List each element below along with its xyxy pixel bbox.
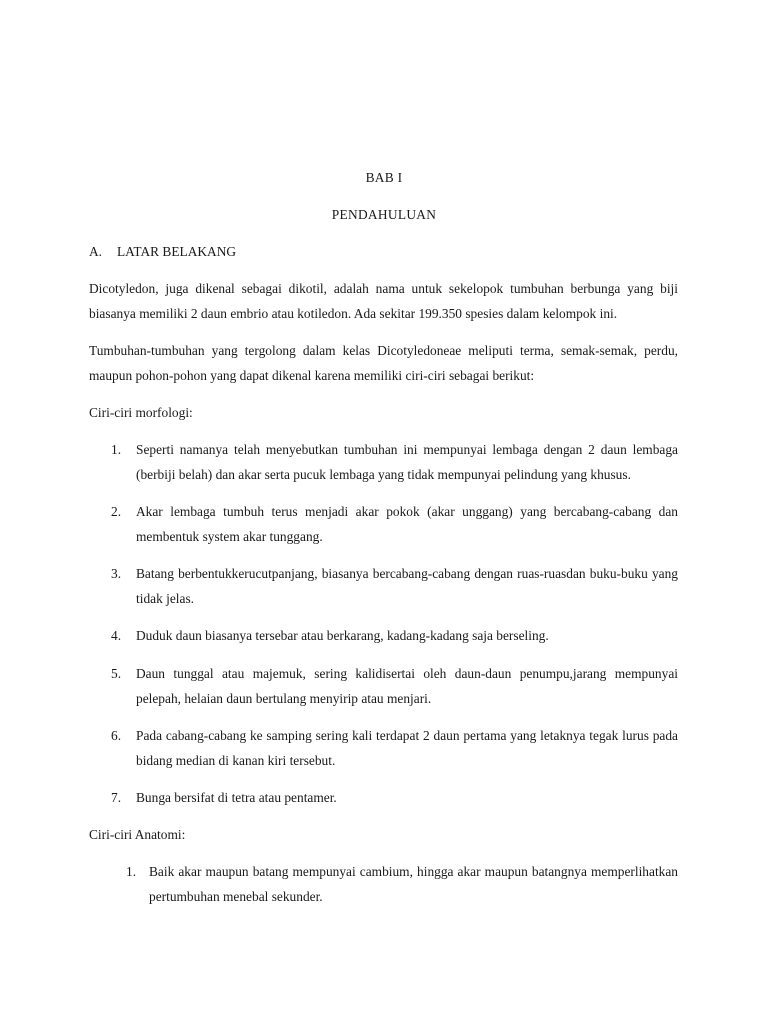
morfologi-label: Ciri-ciri morfologi: <box>89 405 193 420</box>
list-text: Akar lembaga tumbuh terus menjadi akar pokok (akar unggang) yang bercabang-cabang dan membentuk system akar tunggang. <box>136 504 678 544</box>
list-text: Baik akar maupun batang mempunyai cambium, hingga akar maupun batangnya memperlihatkan pertumbuhan menebal sekunder. <box>149 864 678 904</box>
list-item <box>111 723 678 773</box>
list-number: 1. <box>126 864 137 879</box>
list-text: Bunga bersifat di tetra atau pentamer. <box>136 790 337 805</box>
chapter-number: BAB I <box>365 170 403 185</box>
section-marker: A. <box>89 244 103 259</box>
list-number: 7. <box>111 790 122 805</box>
list-item <box>111 623 678 648</box>
section-heading <box>89 239 678 264</box>
list-number: 5. <box>111 666 122 681</box>
list-text: Daun tunggal atau majemuk, sering kalidisertai oleh daun-daun penumpu,jarang mempunyai pelepah, helaian daun bertulang menyirip atau menjari. <box>136 666 678 706</box>
paragraph-characteristics: Tumbuhan-tumbuhan yang tergolong dalam kelas Dicotyledoneae meliputi terma, semak-semak, perdu, maupun pohon-pohon yang dapat dikenal karena memiliki ciri-ciri sebagai berikut: <box>89 343 678 383</box>
list-number: 4. <box>111 628 122 643</box>
list-text: Pada cabang-cabang ke samping sering kali terdapat 2 daun pertama yang letaknya tegak lurus pada bidang median di kanan kiri tersebut. <box>136 728 678 768</box>
list-text: Batang berbentukkerucutpanjang, biasanya bercabang-cabang dengan ruas-ruasdan buku-buku yang tidak jelas. <box>136 566 678 606</box>
list-number: 1. <box>111 442 122 457</box>
list-item <box>111 437 678 487</box>
list-item <box>111 661 678 711</box>
anatomi-label: Ciri-ciri Anatomi: <box>89 827 186 842</box>
list-text: Seperti namanya telah menyebutkan tumbuhan ini mempunyai lembaga dengan 2 daun lembaga (berbiji belah) dan akar serta pucuk lembaga yang tidak mempunyai pelindung yang khusus. <box>136 442 678 482</box>
section-title: LATAR BELAKANG <box>117 244 237 259</box>
list-number: 3. <box>111 566 122 581</box>
list-item <box>126 859 678 909</box>
list-text: Duduk daun biasanya tersebar atau berkarang, kadang-kadang saja berseling. <box>136 628 549 643</box>
list-item <box>111 561 678 611</box>
list-number: 2. <box>111 504 122 519</box>
list-number: 6. <box>111 728 122 743</box>
paragraph-intro: Dicotyledon, juga dikenal sebagai dikotil, adalah nama untuk sekelopok tumbuhan berbunga yang biji biasanya memiliki 2 daun embrio atau kotiledon. Ada sekitar 199.350 spesies dalam kelompok ini. <box>89 281 678 321</box>
list-item <box>111 499 678 549</box>
list-item <box>111 785 678 810</box>
chapter-title: PENDAHULUAN <box>331 207 437 222</box>
